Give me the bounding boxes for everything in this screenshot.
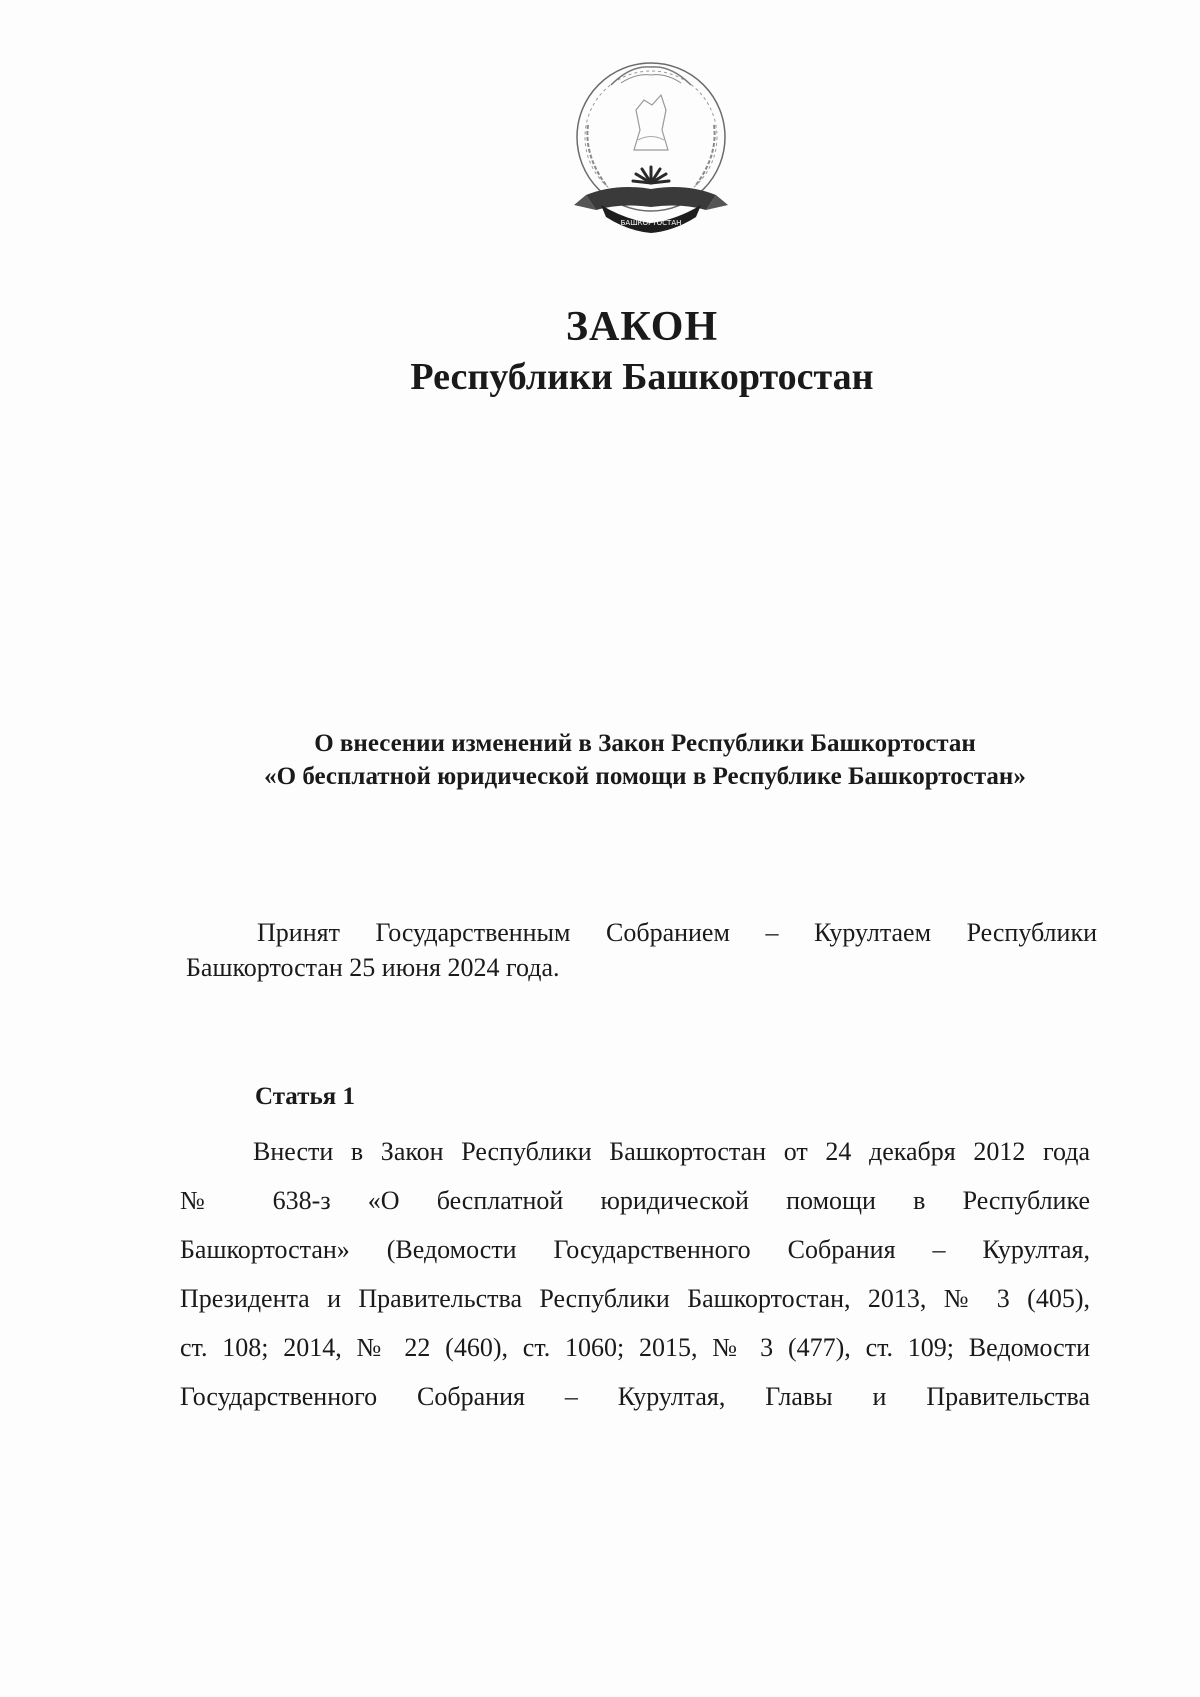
adopted-line-1: Принят Государственным Собранием – Курултаем Республики bbox=[257, 918, 1097, 947]
article-text-line: ст. 108; 2014, № 22 (460), ст. 1060; 2015, № 3 (477), ст. 109; Ведомости bbox=[180, 1333, 1090, 1362]
adopted-line-2: Башкортостан 25 июня 2024 года. bbox=[186, 953, 560, 982]
subject-line-1: О внесении изменений в Закон Республики Башкортостан bbox=[314, 730, 976, 757]
bashkortostan-coat-of-arms-icon bbox=[566, 55, 736, 245]
article-text-line: № 638-з «О бесплатной юридической помощи в Республике bbox=[180, 1186, 1090, 1215]
article-heading: Статья 1 bbox=[255, 1083, 355, 1110]
emblem-ribbon-text: БАШКОРТОСТАН bbox=[620, 219, 682, 227]
article-text-line: Башкортостан» (Ведомости Государственного Собрания – Курултая, bbox=[180, 1235, 1090, 1264]
article-text-line: Государственного Собрания – Курултая, Главы и Правительства bbox=[180, 1382, 1090, 1411]
subject-line-2: «О бесплатной юридической помощи в Республике Башкортостан» bbox=[264, 763, 1026, 790]
law-subtitle: Республики Башкортостан bbox=[410, 356, 874, 398]
article-text-line: Внести в Закон Республики Башкортостан от 24 декабря 2012 года bbox=[253, 1137, 1090, 1166]
law-title: ЗАКОН bbox=[565, 304, 719, 350]
article-text-line: Президента и Правительства Республики Башкортостан, 2013, № 3 (405), bbox=[180, 1284, 1090, 1313]
